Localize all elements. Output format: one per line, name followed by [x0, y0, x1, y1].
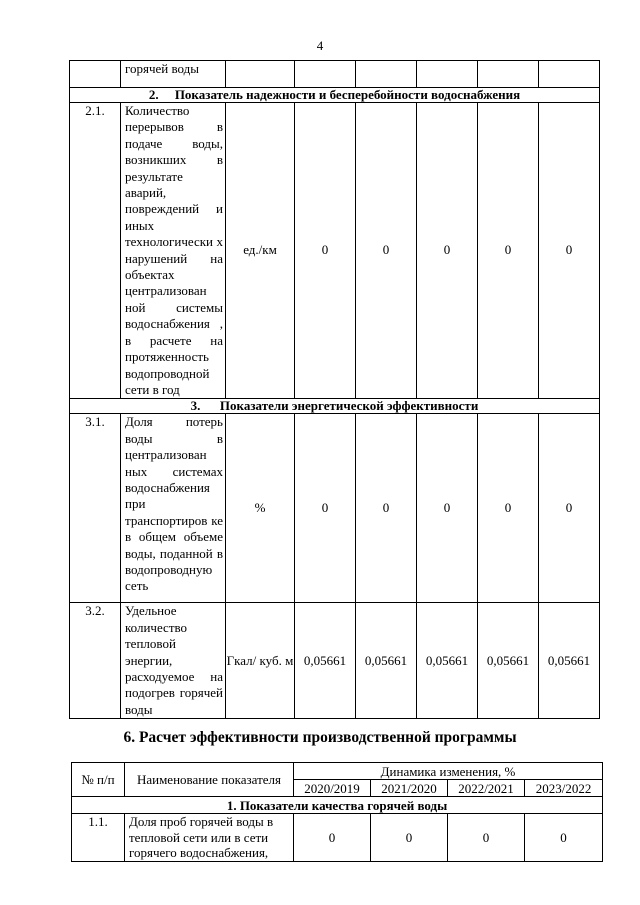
- column-header-name: Наименование показателя: [125, 763, 294, 797]
- row-number: 2.1.: [70, 103, 121, 399]
- value-cell: 0: [478, 103, 539, 399]
- header-row: [72, 763, 603, 780]
- section-2-heading: 2. Показатель надежности и бесперебойности водоснабжения: [70, 88, 600, 103]
- value-cell: 0,05661: [295, 603, 356, 719]
- column-header-year: 2022/2021: [448, 780, 525, 797]
- efficiency-table: [71, 762, 603, 862]
- section-row: [70, 399, 600, 414]
- value-cell: 0: [417, 414, 478, 603]
- section-1-heading: 1. Показатели качества горячей воды: [72, 797, 603, 814]
- table-row: [70, 61, 600, 88]
- value-cell: 0: [294, 814, 371, 862]
- indicator-name: Удельное количество тепловой энергии, расходуемое на подогрев горячей воды: [121, 603, 226, 719]
- indicator-name: Доля проб горячей воды в тепловой сети или в сети горячего водоснабжения,: [125, 814, 294, 862]
- column-header-year: 2020/2019: [294, 780, 371, 797]
- unit-cell: ед./км: [226, 103, 295, 399]
- row-number: 3.2.: [70, 603, 121, 719]
- value-cell: 0,05661: [478, 603, 539, 719]
- section-row: [72, 797, 603, 814]
- row-number: 3.1.: [70, 414, 121, 603]
- table-row: [70, 603, 600, 719]
- value-cell: 0: [525, 814, 603, 862]
- indicator-name: Доля потерь воды в централизован ных системах водоснабжения при транспортиров ке в общем объеме воды, поданной в водопроводную сеть: [121, 414, 226, 603]
- table-row: [70, 103, 600, 399]
- value-cell: 0,05661: [539, 603, 600, 719]
- column-header-year: 2021/2020: [371, 780, 448, 797]
- indicator-name: горячей воды: [121, 61, 226, 88]
- value-cell: 0: [539, 414, 600, 603]
- indicator-name: Количество перерывов в подаче воды, возникших в результате аварий, повреждений и иных технологически х нарушений на объектах централизован ной системы водоснабжения , в расчете на протяженность водопроводной сети в год: [121, 103, 226, 399]
- unit-cell: %: [226, 414, 295, 603]
- column-header-num: № п/п: [72, 763, 125, 797]
- table-row: [70, 414, 600, 603]
- section-row: [70, 88, 600, 103]
- table-row: [72, 814, 603, 862]
- section-6-title: 6. Расчет эффективности производственной программы: [123, 729, 517, 746]
- column-header-year: 2023/2022: [525, 780, 603, 797]
- value-cell: 0,05661: [417, 603, 478, 719]
- unit-cell: Гкал/ куб. м: [226, 603, 295, 719]
- value-cell: 0: [448, 814, 525, 862]
- section-3-heading: 3. Показатели энергетической эффективности: [70, 399, 600, 414]
- value-cell: 0: [371, 814, 448, 862]
- value-cell: 0: [478, 414, 539, 603]
- value-cell: 0,05661: [356, 603, 417, 719]
- indicators-table: [69, 60, 600, 719]
- value-cell: 0: [539, 103, 600, 399]
- value-cell: 0: [417, 103, 478, 399]
- value-cell: 0: [295, 103, 356, 399]
- column-header-dynamics: Динамика изменения, %: [294, 763, 603, 780]
- value-cell: 0: [356, 103, 417, 399]
- page-number: 4: [316, 38, 324, 53]
- value-cell: 0: [356, 414, 417, 603]
- row-number: 1.1.: [72, 814, 125, 862]
- value-cell: 0: [295, 414, 356, 603]
